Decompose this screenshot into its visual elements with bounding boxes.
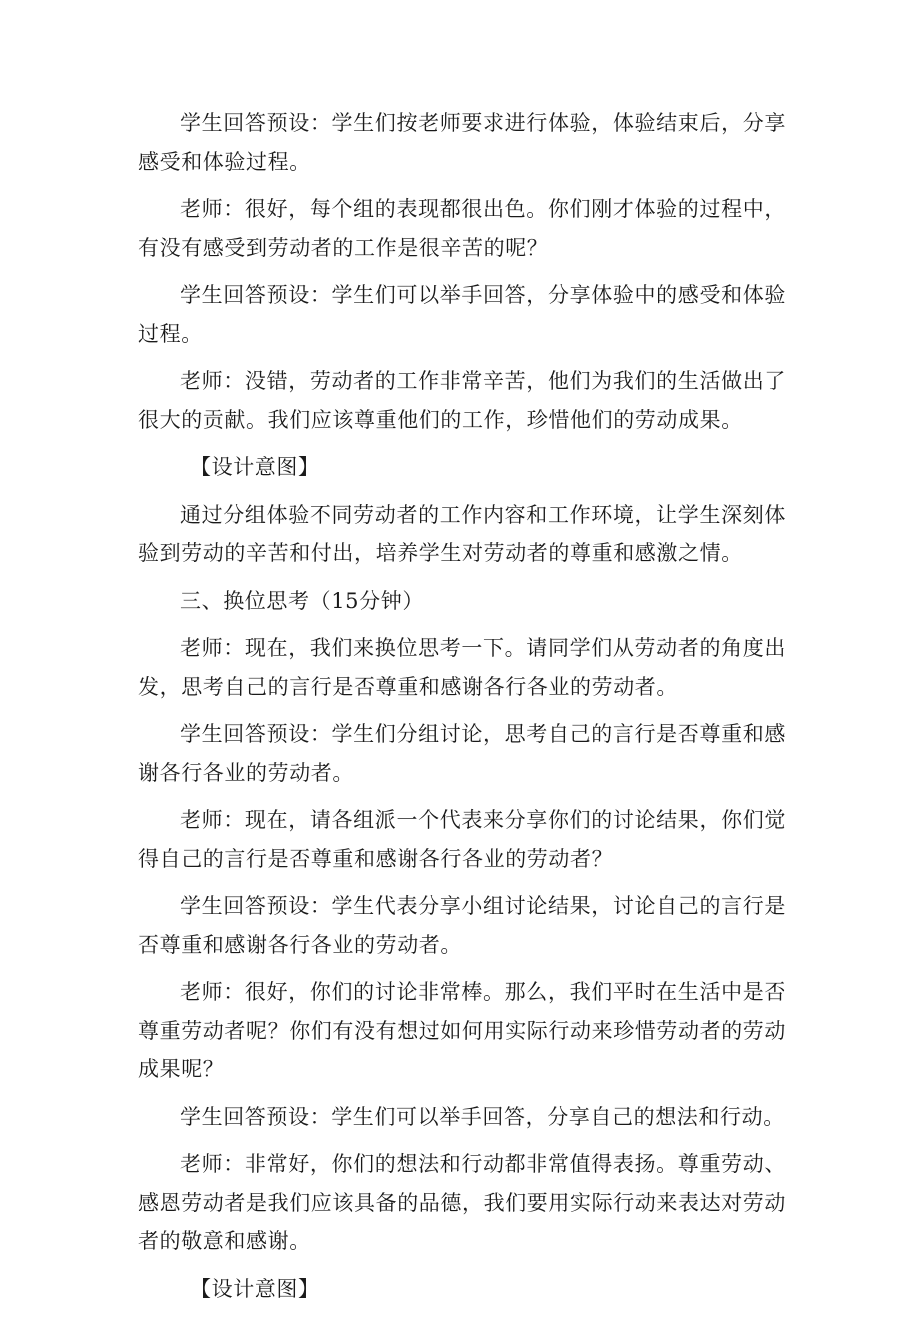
paragraph-student-answer-4: 学生回答预设：学生代表分享小组讨论结果，讨论自己的言行是否尊重和感谢各行各业的劳动者。 bbox=[138, 894, 786, 957]
paragraph-teacher-6: 老师：非常好，你们的想法和行动都非常值得表扬。尊重劳动、感恩劳动者是我们应该具备的品德，我们要用实际行动来表达对劳动者的敬意和感谢。 bbox=[138, 1152, 786, 1253]
paragraph-design-intent-1: 通过分组体验不同劳动者的工作内容和工作环境，让学生深刻体验到劳动的辛苦和付出，培养学生对劳动者的尊重和感激之情。 bbox=[138, 502, 786, 565]
paragraph-teacher-5: 老师：很好，你们的讨论非常棒。那么，我们平时在生活中是否尊重劳动者呢？你们有没有想过如何用实际行动来珍惜劳动者的劳动成果呢？ bbox=[138, 980, 786, 1081]
paragraph-teacher-2: 老师：没错，劳动者的工作非常辛苦，他们为我们的生活做出了很大的贡献。我们应该尊重他们的工作，珍惜他们的劳动成果。 bbox=[138, 369, 786, 432]
paragraph-teacher-4: 老师：现在，请各组派一个代表来分享你们的讨论结果，你们觉得自己的言行是否尊重和感谢各行各业的劳动者？ bbox=[138, 808, 786, 871]
paragraph-student-answer-5: 学生回答预设：学生们可以举手回答，分享自己的想法和行动。 bbox=[180, 1104, 785, 1129]
paragraph-teacher-1: 老师：很好，每个组的表现都很出色。你们刚才体验的过程中，有没有感受到劳动者的工作是很辛苦的呢？ bbox=[138, 197, 786, 260]
document-body bbox=[138, 104, 786, 1317]
paragraph-student-answer-3: 学生回答预设：学生们分组讨论，思考自己的言行是否尊重和感谢各行各业的劳动者。 bbox=[138, 722, 786, 785]
section-heading-perspective: 三、换位思考（15分钟） bbox=[180, 588, 424, 613]
paragraph-teacher-3: 老师：现在，我们来换位思考一下。请同学们从劳动者的角度出发，思考自己的言行是否尊重和感谢各行各业的劳动者。 bbox=[138, 636, 786, 699]
paragraph-student-answer-1: 学生回答预设：学生们按老师要求进行体验，体验结束后，分享感受和体验过程。 bbox=[138, 111, 786, 174]
design-intent-heading-2: 【设计意图】 bbox=[190, 1276, 320, 1301]
paragraph-student-answer-2: 学生回答预设：学生们可以举手回答，分享体验中的感受和体验过程。 bbox=[138, 283, 786, 346]
design-intent-heading-1: 【设计意图】 bbox=[190, 455, 320, 479]
